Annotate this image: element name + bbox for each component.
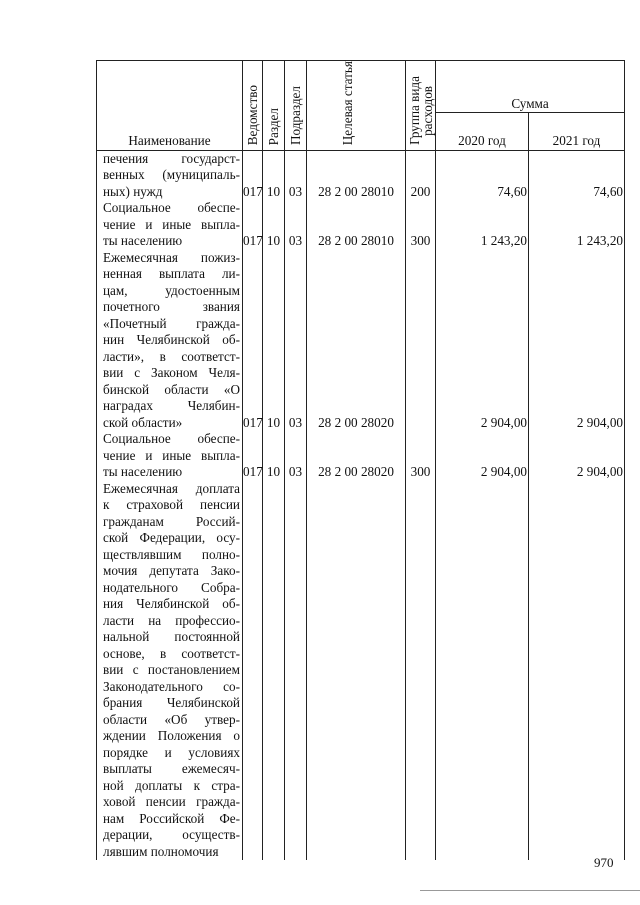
row-sum-2020: 2 904,00 — [436, 431, 529, 481]
row-vedomstvo: 017 — [243, 431, 263, 481]
name-line: нам Российской Фе- — [103, 810, 240, 826]
table-row — [97, 200, 625, 250]
row-celevaya-statya — [307, 481, 406, 861]
name-line: ховой пенсии гражда- — [103, 794, 240, 810]
row-gruppa — [406, 481, 436, 861]
row-vedomstvo: 017 — [243, 150, 263, 200]
table-row — [97, 431, 625, 481]
row-sum-2021 — [529, 481, 625, 861]
header-vedomstvo: Ведомство — [243, 61, 263, 151]
name-line: нодательного Собра- — [103, 579, 240, 595]
name-line: Ежемесячная пожиз- — [103, 249, 240, 265]
row-razdel: 10 — [263, 250, 285, 432]
row-gruppa: 200 — [406, 150, 436, 200]
row-podrazdel: 03 — [285, 200, 307, 250]
name-line: ждении Положения о — [103, 728, 240, 744]
name-line: ской области» — [103, 414, 183, 430]
name-line: Социальное обеспе- — [103, 431, 240, 447]
name-line: чение и иные выпла- — [103, 216, 240, 232]
row-podrazdel — [285, 481, 307, 861]
table-row — [97, 150, 625, 200]
name-line: венных (муниципаль- — [103, 167, 240, 183]
row-sum-2021: 74,60 — [529, 150, 625, 200]
name-line: порядке и условиях — [103, 744, 240, 760]
name-line: мочия депутата Зако- — [103, 563, 240, 579]
row-sum-2020: 2 904,00 — [436, 250, 529, 432]
row-gruppa: 300 — [406, 200, 436, 250]
budget-table — [96, 60, 625, 860]
row-gruppa — [406, 250, 436, 432]
header-year-2020: 2020 год — [436, 113, 529, 150]
header-podrazdel: Подраздел — [285, 61, 307, 151]
table-row — [97, 250, 625, 432]
row-vedomstvo: 017 — [243, 250, 263, 432]
header-razdel: Раздел — [263, 61, 285, 151]
name-line: лявшим полномочия — [103, 843, 219, 859]
name-line: выплаты ежемесяч- — [103, 761, 240, 777]
header-gruppa: Группа вида расходов — [406, 61, 436, 151]
row-sum-2021: 2 904,00 — [529, 250, 625, 432]
name-line: ласти», в соответст- — [103, 348, 240, 364]
page-number: 970 — [594, 855, 614, 870]
name-line: основе, в соответст- — [103, 645, 240, 661]
name-line: печения государст- — [103, 150, 240, 166]
row-sum-2021: 1 243,20 — [529, 200, 625, 250]
name-line: Законодательного со- — [103, 678, 240, 694]
row-podrazdel: 03 — [285, 431, 307, 481]
header-celevaya-statya: Целевая статья — [307, 61, 406, 151]
table-body — [97, 150, 625, 860]
name-line: ной доплаты к стра- — [103, 777, 240, 793]
row-podrazdel: 03 — [285, 150, 307, 200]
row-celevaya-statya: 28 2 00 28010 — [307, 200, 406, 250]
row-sum-2020 — [436, 481, 529, 861]
row-name — [97, 481, 243, 861]
row-razdel: 10 — [263, 200, 285, 250]
row-name — [97, 150, 243, 200]
name-line: дерации, осуществ- — [103, 827, 240, 843]
name-line: области «Об утвер- — [103, 711, 240, 727]
name-line: «Почетный гражда- — [103, 315, 240, 331]
row-sum-2021: 2 904,00 — [529, 431, 625, 481]
name-line: почетного звания — [103, 299, 240, 315]
row-celevaya-statya: 28 2 00 28020 — [307, 250, 406, 432]
row-razdel: 10 — [263, 431, 285, 481]
row-razdel: 10 — [263, 150, 285, 200]
table-row — [97, 481, 625, 861]
row-name — [97, 200, 243, 250]
name-line: Ежемесячная доплата — [103, 480, 240, 496]
name-line: нин Челябинской об- — [103, 332, 240, 348]
header-summa: Сумма — [436, 61, 625, 113]
row-name — [97, 431, 243, 481]
name-line: гражданам Россий- — [103, 513, 240, 529]
name-line: брания Челябинской — [103, 695, 240, 711]
row-celevaya-statya: 28 2 00 28020 — [307, 431, 406, 481]
row-podrazdel: 03 — [285, 250, 307, 432]
name-line: вии с постановлением — [103, 662, 240, 678]
table-header — [97, 61, 625, 151]
name-line: вии с Законом Челя- — [103, 365, 240, 381]
name-line: ты населению — [103, 233, 183, 249]
name-line: ных) нужд — [103, 183, 163, 199]
row-sum-2020: 74,60 — [436, 150, 529, 200]
row-gruppa: 300 — [406, 431, 436, 481]
name-line: ласти на профессио- — [103, 612, 240, 628]
name-line: цам, удостоенным — [103, 282, 240, 298]
name-line: наградах Челябин- — [103, 398, 240, 414]
row-razdel — [263, 481, 285, 861]
header-year-2021: 2021 год — [529, 113, 625, 150]
name-line: ты населению — [103, 464, 183, 480]
name-line: чение и иные выпла- — [103, 447, 240, 463]
name-line: ществлявшим полно- — [103, 546, 240, 562]
name-line: нальной постоянной — [103, 629, 240, 645]
name-line: ния Челябинской об- — [103, 596, 240, 612]
row-vedomstvo — [243, 481, 263, 861]
row-celevaya-statya: 28 2 00 28010 — [307, 150, 406, 200]
name-line: Социальное обеспе- — [103, 200, 240, 216]
name-line: ненная выплата ли- — [103, 266, 240, 282]
row-vedomstvo: 017 — [243, 200, 263, 250]
row-sum-2020: 1 243,20 — [436, 200, 529, 250]
bottom-divider — [420, 890, 640, 891]
header-name: Наименование — [97, 61, 243, 151]
name-line: ской Федерации, осу- — [103, 530, 240, 546]
name-line: к страховой пенсии — [103, 497, 240, 513]
name-line: бинской области «О — [103, 381, 240, 397]
row-name — [97, 250, 243, 432]
